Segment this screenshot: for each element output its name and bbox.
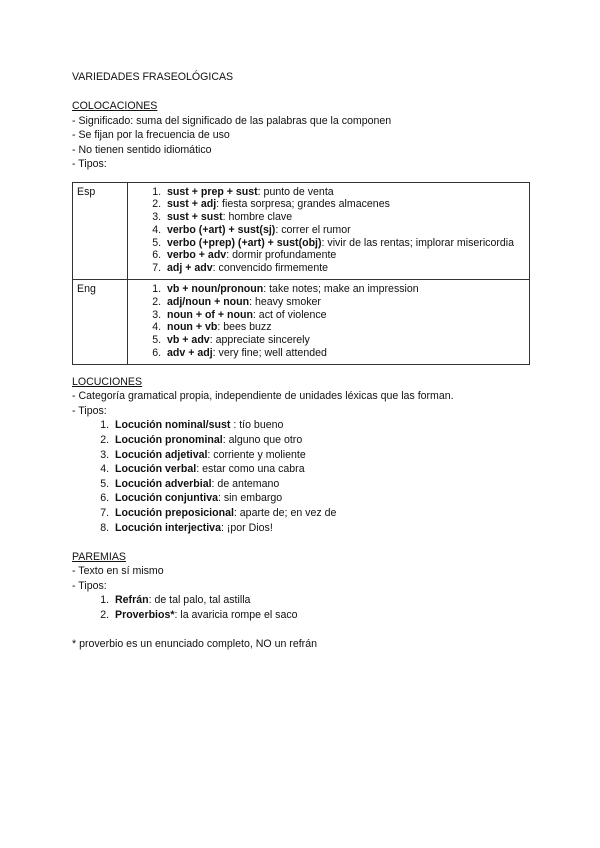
list-item: 2. sust + adj: fiesta sorpresa; grandes almacenes: [164, 198, 525, 211]
lang-cell: Eng: [73, 280, 128, 365]
locuciones-bullet: - Tipos:: [72, 404, 107, 417]
list-item: 6. adv + adj: very fine; well attended: [164, 347, 525, 360]
list-item: 2. Locución pronominal: alguno que otro: [112, 433, 530, 448]
colocaciones-bullet: - No tienen sentido idiomático: [72, 143, 212, 156]
list-item: 8. Locución interjectiva: ¡por Dios!: [112, 521, 530, 536]
list-item: 1. Refrán: de tal palo, tal astilla: [112, 593, 530, 608]
list-item: 1. vb + noun/pronoun: take notes; make an impression: [164, 283, 525, 296]
list-item: 4. noun + vb: bees buzz: [164, 321, 525, 334]
list-item: 7. adj + adv: convencido firmemente: [164, 262, 525, 275]
paremias-list: [72, 593, 530, 622]
colocaciones-bullet: - Se fijan por la frecuencia de uso: [72, 129, 230, 141]
list-item: 3. sust + sust: hombre clave: [164, 211, 525, 224]
paremias-heading: PAREMIAS: [72, 550, 126, 563]
list-item: 4. Locución verbal: estar como una cabra: [112, 462, 530, 477]
list-item: 1. sust + prep + sust: punto de venta: [164, 186, 525, 199]
patterns-cell: [128, 280, 530, 365]
locuciones-list: [72, 418, 530, 535]
list-item: 6. Locución conjuntiva: sin embargo: [112, 491, 530, 506]
lang-cell: Esp: [73, 182, 128, 280]
table-row-eng: [73, 280, 530, 365]
list-item: 1. Locución nominal/sust : tío bueno: [112, 418, 530, 433]
document-page: [72, 70, 530, 651]
list-item: 3. Locución adjetival: corriente y moliente: [112, 448, 530, 463]
colocaciones-bullet: - Tipos:: [72, 158, 107, 170]
locuciones-heading: LOCUCIONES: [72, 375, 143, 388]
paremias-bullet: - Texto en sí mismo: [72, 565, 164, 578]
colocaciones-heading: COLOCACIONES: [72, 100, 158, 112]
list-item: 5. Locución adverbial: de antemano: [112, 477, 530, 492]
patterns-cell: [128, 182, 530, 280]
locuciones-bullet: - Categoría gramatical propia, independiente de unidades léxicas que las forman.: [72, 390, 454, 403]
document-title: VARIEDADES FRASEOLÓGICAS: [72, 71, 234, 83]
list-item: 6. verbo + adv: dormir profundamente: [164, 249, 525, 262]
table-row-esp: [73, 182, 530, 280]
colocaciones-table: [72, 182, 530, 365]
colocaciones-bullet: - Significado: suma del significado de las palabras que la componen: [72, 114, 392, 127]
list-item: 2. Proverbios*: la avaricia rompe el saco: [112, 608, 530, 623]
list-item: 3. noun + of + noun: act of violence: [164, 309, 525, 322]
list-item: 2. adj/noun + noun: heavy smoker: [164, 296, 525, 309]
paremias-bullet: - Tipos:: [72, 579, 107, 592]
list-item: 5. vb + adv: appreciate sincerely: [164, 334, 525, 347]
list-item: 4. verbo (+art) + sust(sj): correr el rumor: [164, 224, 525, 237]
list-item: 7. Locución preposicional: aparte de; en vez de: [112, 506, 530, 521]
footnote: * proverbio es un enunciado completo, NO un refrán: [72, 637, 317, 650]
list-item: 5. verbo (+prep) (+art) + sust(obj): vivir de las rentas; implorar misericordia: [164, 237, 525, 250]
